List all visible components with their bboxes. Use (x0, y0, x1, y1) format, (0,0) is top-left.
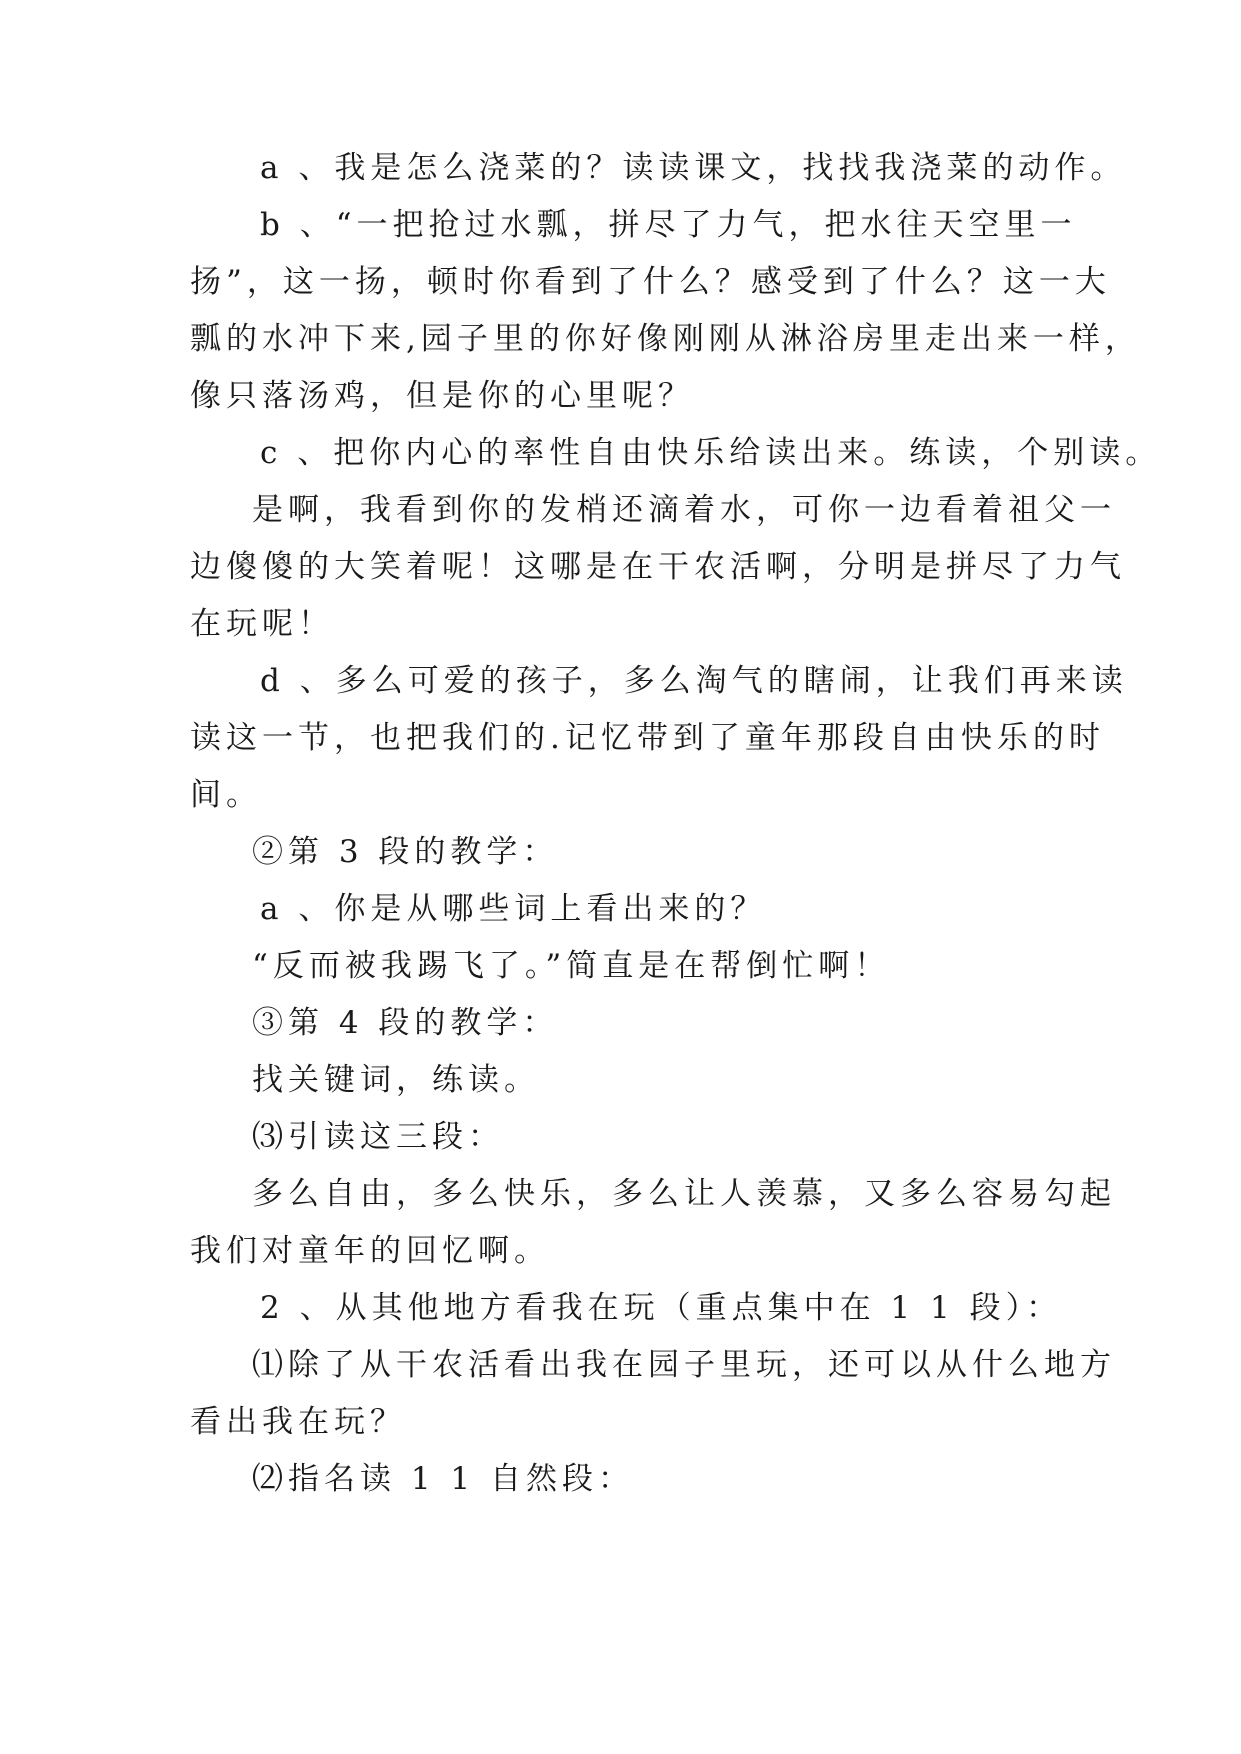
text-line: b 、“一把抢过水瓢，拼尽了力气，把水往天空里一 (260, 207, 1077, 243)
text-line: a 、我是怎么浇菜的？读读课文，找找我浇菜的动作。 (260, 150, 1127, 186)
text-line: ⑵指名读 1 1 自然段： (252, 1461, 635, 1497)
text-line: 间。 (190, 777, 262, 813)
text-line: ②第 3 段的教学： (252, 834, 559, 870)
text-line: 扬”，这一扬，顿时你看到了什么？感受到了什么？这一大 (190, 264, 1111, 300)
text-line: ⑴除了从干农活看出我在园子里玩，还可以从什么地方 (252, 1347, 1116, 1383)
text-line: 找关键词，练读。 (252, 1062, 540, 1098)
text-line: 瓢的水冲下来,园子里的你好像刚刚从淋浴房里走出来一样， (190, 321, 1141, 357)
text-line: 是啊，我看到你的发梢还滴着水，可你一边看着祖父一 (252, 492, 1116, 528)
text-line: a 、你是从哪些词上看出来的？ (260, 891, 767, 927)
text-line: ③第 4 段的教学： (252, 1005, 559, 1041)
text-line: d 、多么可爱的孩子，多么淘气的瞎闹，让我们再来读 (260, 663, 1128, 699)
text-line: 像只落汤鸡，但是你的心里呢？ (190, 378, 694, 414)
text-line: 在玩呢！ (190, 606, 334, 642)
text-line: 读这一节，也把我们的.记忆带到了童年那段自由快乐的时 (190, 720, 1105, 756)
text-line: 我们对童年的回忆啊。 (190, 1233, 550, 1269)
text-line: ⑶引读这三段： (252, 1119, 504, 1155)
text-line: “反而被我踢飞了。”简直是在帮倒忙啊！ (252, 948, 891, 984)
text-line: c 、把你内心的率性自由快乐给读出来。练读，个别读。 (260, 435, 1162, 471)
text-line: 多么自由，多么快乐，多么让人羡慕，又多么容易勾起 (252, 1176, 1116, 1212)
text-line: 2 、从其他地方看我在玩（重点集中在 1 1 段）： (260, 1290, 1063, 1326)
text-line: 边傻傻的大笑着呢！这哪是在干农活啊，分明是拼尽了力气 (190, 549, 1126, 585)
text-line: 看出我在玩？ (190, 1404, 406, 1440)
